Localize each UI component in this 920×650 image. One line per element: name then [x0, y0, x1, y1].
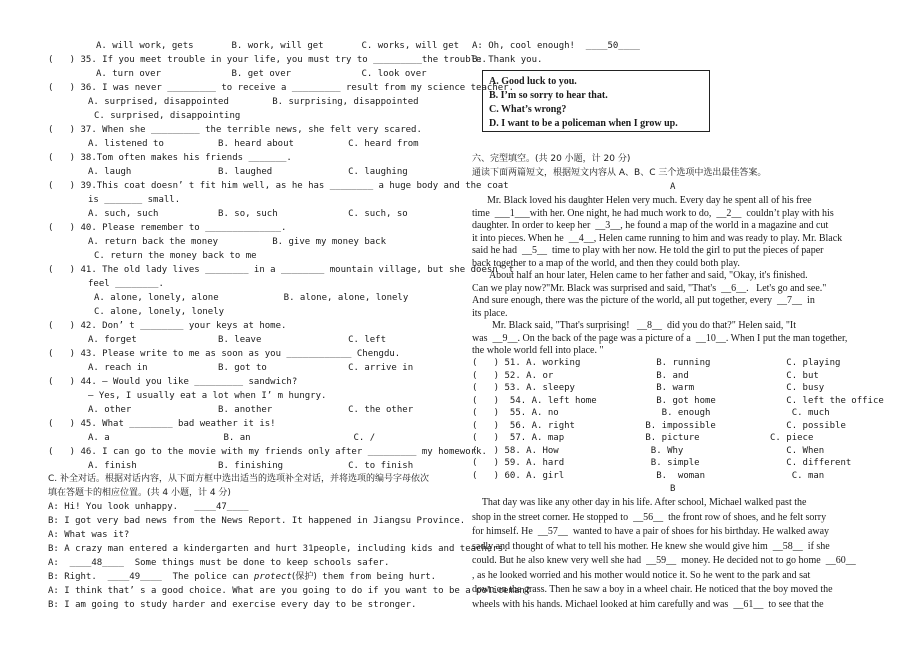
passage-b-line: could. But he also knew very well she had __59__ money. He decided not to go home __60__	[472, 555, 856, 566]
question-line: C. return the money back to me	[94, 251, 257, 261]
dialog-line	[48, 585, 530, 597]
passage-b-line: That day was like any other day in his life. After school, Michael walked past the	[472, 497, 807, 508]
question-line: ( ) 36. I was never _________ to receive a _________ result from my science teacher.	[48, 83, 514, 93]
passage-a-line: it into pieces. When he __4__, Helen came running to him and was ready to play. Mr. Black	[472, 232, 843, 244]
dialog-text: B: I got very bad news from the News Report. It happened in Jiangsu Province.	[48, 516, 466, 526]
question-line: ( ) 38.Tom often makes his friends _______.	[48, 153, 292, 163]
choice-row: ( ) 58. A. How B. Why C. When	[472, 445, 825, 456]
choice-row: ( ) 56. A. right B. impossible C. possible	[472, 420, 846, 431]
question-line: A. forget B. leave C. left	[88, 335, 387, 345]
choice-row: ( ) 55. A. no B. enough C. much	[472, 408, 830, 418]
dialog-text: A: What was it?	[48, 530, 130, 540]
question-line: A. will work, gets B. work, will get C. works, will get	[96, 41, 460, 51]
question-line: ( ) 35. If you meet trouble in your life, you must try to _________the trouble.	[48, 55, 487, 65]
section-6-title: 六、完型填空。(共 20 小题，计 20 分)	[472, 154, 631, 164]
question-line: is _______ small.	[88, 195, 181, 205]
passage-a-line: was __9__. On the back of the page was a picture of a __10__. When I put the man together,	[472, 332, 848, 344]
dialog-text: A: Hi! You look unhappy. ____47____	[48, 502, 249, 512]
options-box	[482, 70, 710, 132]
passage-a-line: the whole world fell into place. "	[472, 345, 604, 356]
choice-row: ( ) 53. A. sleepy B. warm C. busy	[472, 383, 825, 393]
question-line: ( ) 40. Please remember to ______________.	[48, 223, 287, 233]
dialog-text: A: I think that’ s a good choice. What are you going to do if you want to be a policeman?	[48, 586, 531, 596]
choice-row: ( ) 59. A. hard B. simple C. different	[472, 458, 852, 468]
question-line: ( ) 43. Please write to me as soon as you ____________ Chengdu.	[48, 349, 401, 359]
protect-tail: them from being hurt.	[316, 572, 437, 582]
question-line: A. other B. another C. the other	[88, 405, 414, 415]
passage-a-line: time ___1___with her. One night, he had much work to do, __2__ couldn’t play with his	[472, 207, 834, 219]
protect-word: protect	[253, 572, 292, 582]
question-line: A. return back the money B. give my money back	[88, 237, 387, 247]
question-line: feel ________.	[88, 279, 164, 289]
dialog-line	[48, 557, 389, 569]
dialog-text: B: I am going to study harder and exercise every day to be stronger.	[48, 600, 417, 610]
question-line: ( ) 41. The old lady lives ________ in a ________ mountain village, but she doesn’ t	[48, 265, 514, 275]
protect-cn: (保护)	[291, 572, 317, 582]
passage-a-line: daughter. In order to keep her __3__, he found a map of the world in a magazine and cut	[472, 220, 829, 231]
choice-row: ( ) 51. A. working B. running C. playing	[472, 358, 841, 368]
option-item: A. Good luck to you.	[489, 76, 577, 87]
question-line: C. surprised, disappointing	[94, 111, 241, 121]
dialog-line	[48, 515, 465, 527]
option-item: C. What’s wrong?	[489, 104, 567, 115]
choice-row: ( ) 57. A. map B. picture C. piece	[472, 433, 814, 443]
dialog-text: B: Right. ____49____ The police can	[48, 572, 254, 582]
passage-a-line: back together to a map of the world, and then they could both play.	[472, 257, 740, 269]
passage-a-line: And sure enough, there was the picture of the world, all put together, every __7__ in	[472, 295, 815, 306]
passage-a-label: A	[670, 182, 676, 192]
passage-b-line: wheels with his hands. Michael looked at him carefully and was __61__ to see that the	[472, 598, 824, 610]
question-line: A. listened to B. heard about C. heard from	[88, 139, 419, 149]
choice-row: ( ) 54. A. left home B. got home C. left the office	[472, 395, 884, 406]
choice-row: ( ) 52. A. or B. and C. but	[472, 370, 819, 381]
passage-a-line: About half an hour later, Helen came to her father and said, "Okay, it's finished.	[472, 270, 808, 281]
dialog-line	[48, 501, 248, 513]
question-line: ( ) 46. I can go to the movie with my friends only after _________ my homework.	[48, 447, 487, 457]
passage-b-line: for himself. He __57__ wanted to have a pair of shoes for his birthday. He walked away	[472, 526, 830, 537]
dialog-line	[48, 529, 129, 541]
question-line: A. laugh B. laughed C. laughing	[88, 167, 408, 177]
passage-b-label: B	[670, 484, 676, 494]
question-line: A. a B. an C. /	[88, 433, 376, 443]
question-line: A. surprised, disappointed B. surprising, disappointed	[88, 97, 419, 107]
section-c-heading: C. 补全对话。根据对话内容，从下面方框中选出适当的选项补全对话，并将选项的编号字母依次	[48, 474, 430, 484]
dialog-line: A: Oh, cool enough! ____50____	[472, 41, 640, 51]
dialog-line	[48, 543, 509, 555]
passage-a-line: Mr. Black loved his daughter Helen very much. Every day he spent all of his free	[472, 195, 812, 206]
question-line: A. reach in B. got to C. arrive in	[88, 363, 414, 373]
question-line: A. finish B. finishing C. to finish	[88, 461, 414, 471]
dialog-text: B: A crazy man entered a kindergarten and hurt 31people, including kids and teachers.	[48, 544, 509, 554]
passage-a-line: Can we play now?"Mr. Black was surprised and said, "That's __6__. Let's go and see."	[472, 282, 827, 294]
passage-b-line: shop in the street corner. He stopped to __56__ the front row of shoes, and he felt sorry	[472, 511, 827, 523]
section-c-instruction: 填在答题卡的相应位置。(共 4 小题，计 4 分)	[48, 488, 231, 498]
passage-a-line: said he had __5__ time to play with her now. He told the girl to put the pieces of paper	[472, 245, 824, 256]
question-line: ( ) 45. What ________ bad weather it is!	[48, 419, 276, 429]
question-line: ( ) 44. — Would you like _________ sandwich?	[48, 377, 298, 387]
option-item: B. I’m so sorry to hear that.	[489, 90, 608, 101]
question-line: ( ) 37. When she _________ the terrible news, she felt very scared.	[48, 125, 422, 135]
question-line: A. such, such B. so, such C. such, so	[88, 209, 408, 219]
passage-a-line: Mr. Black said, "That's surprising! __8__ did you do that?" Helen said, "It	[472, 320, 797, 331]
question-line: C. alone, lonely, lonely	[94, 307, 225, 317]
question-line: ( ) 42. Don’ t ________ your keys at home.	[48, 321, 287, 331]
question-line: A. alone, lonely, alone B. alone, alone, lonely	[94, 293, 409, 303]
choice-row: ( ) 60. A. girl B. woman C. man	[472, 470, 825, 481]
dialog-line: B: Thank you.	[472, 55, 543, 65]
question-line: ( ) 39.This coat doesn’ t fit him well, as he has ________ a huge body and the coat	[48, 181, 509, 191]
dialog-line	[48, 599, 416, 611]
section-6-instruction: 通读下面两篇短文，根据短文内容从 A、B、C 三个选项中选出最佳答案。	[472, 168, 767, 178]
passage-a-line: its place.	[472, 307, 508, 319]
option-item: D. I want to be a policeman when I grow up.	[489, 118, 678, 129]
passage-b-line: down on the grass. Then he saw a boy in a wheel chair. He noticed that the boy moved the	[472, 584, 833, 595]
passage-b-line: sadly and thought of what to tell his mother. He knew she would give him __58__ if she	[472, 540, 830, 552]
dialog-line	[48, 571, 436, 583]
question-line: A. turn over B. get over C. look over	[96, 69, 427, 79]
question-line: — Yes, I usually eat a lot when I’ m hungry.	[88, 391, 327, 401]
passage-b-line: , as he looked worried and his mother would notice it. So he went to the park and sat	[472, 569, 811, 581]
dialog-text: A: ____48____ Some things must be done to keep schools safer.	[48, 558, 390, 568]
